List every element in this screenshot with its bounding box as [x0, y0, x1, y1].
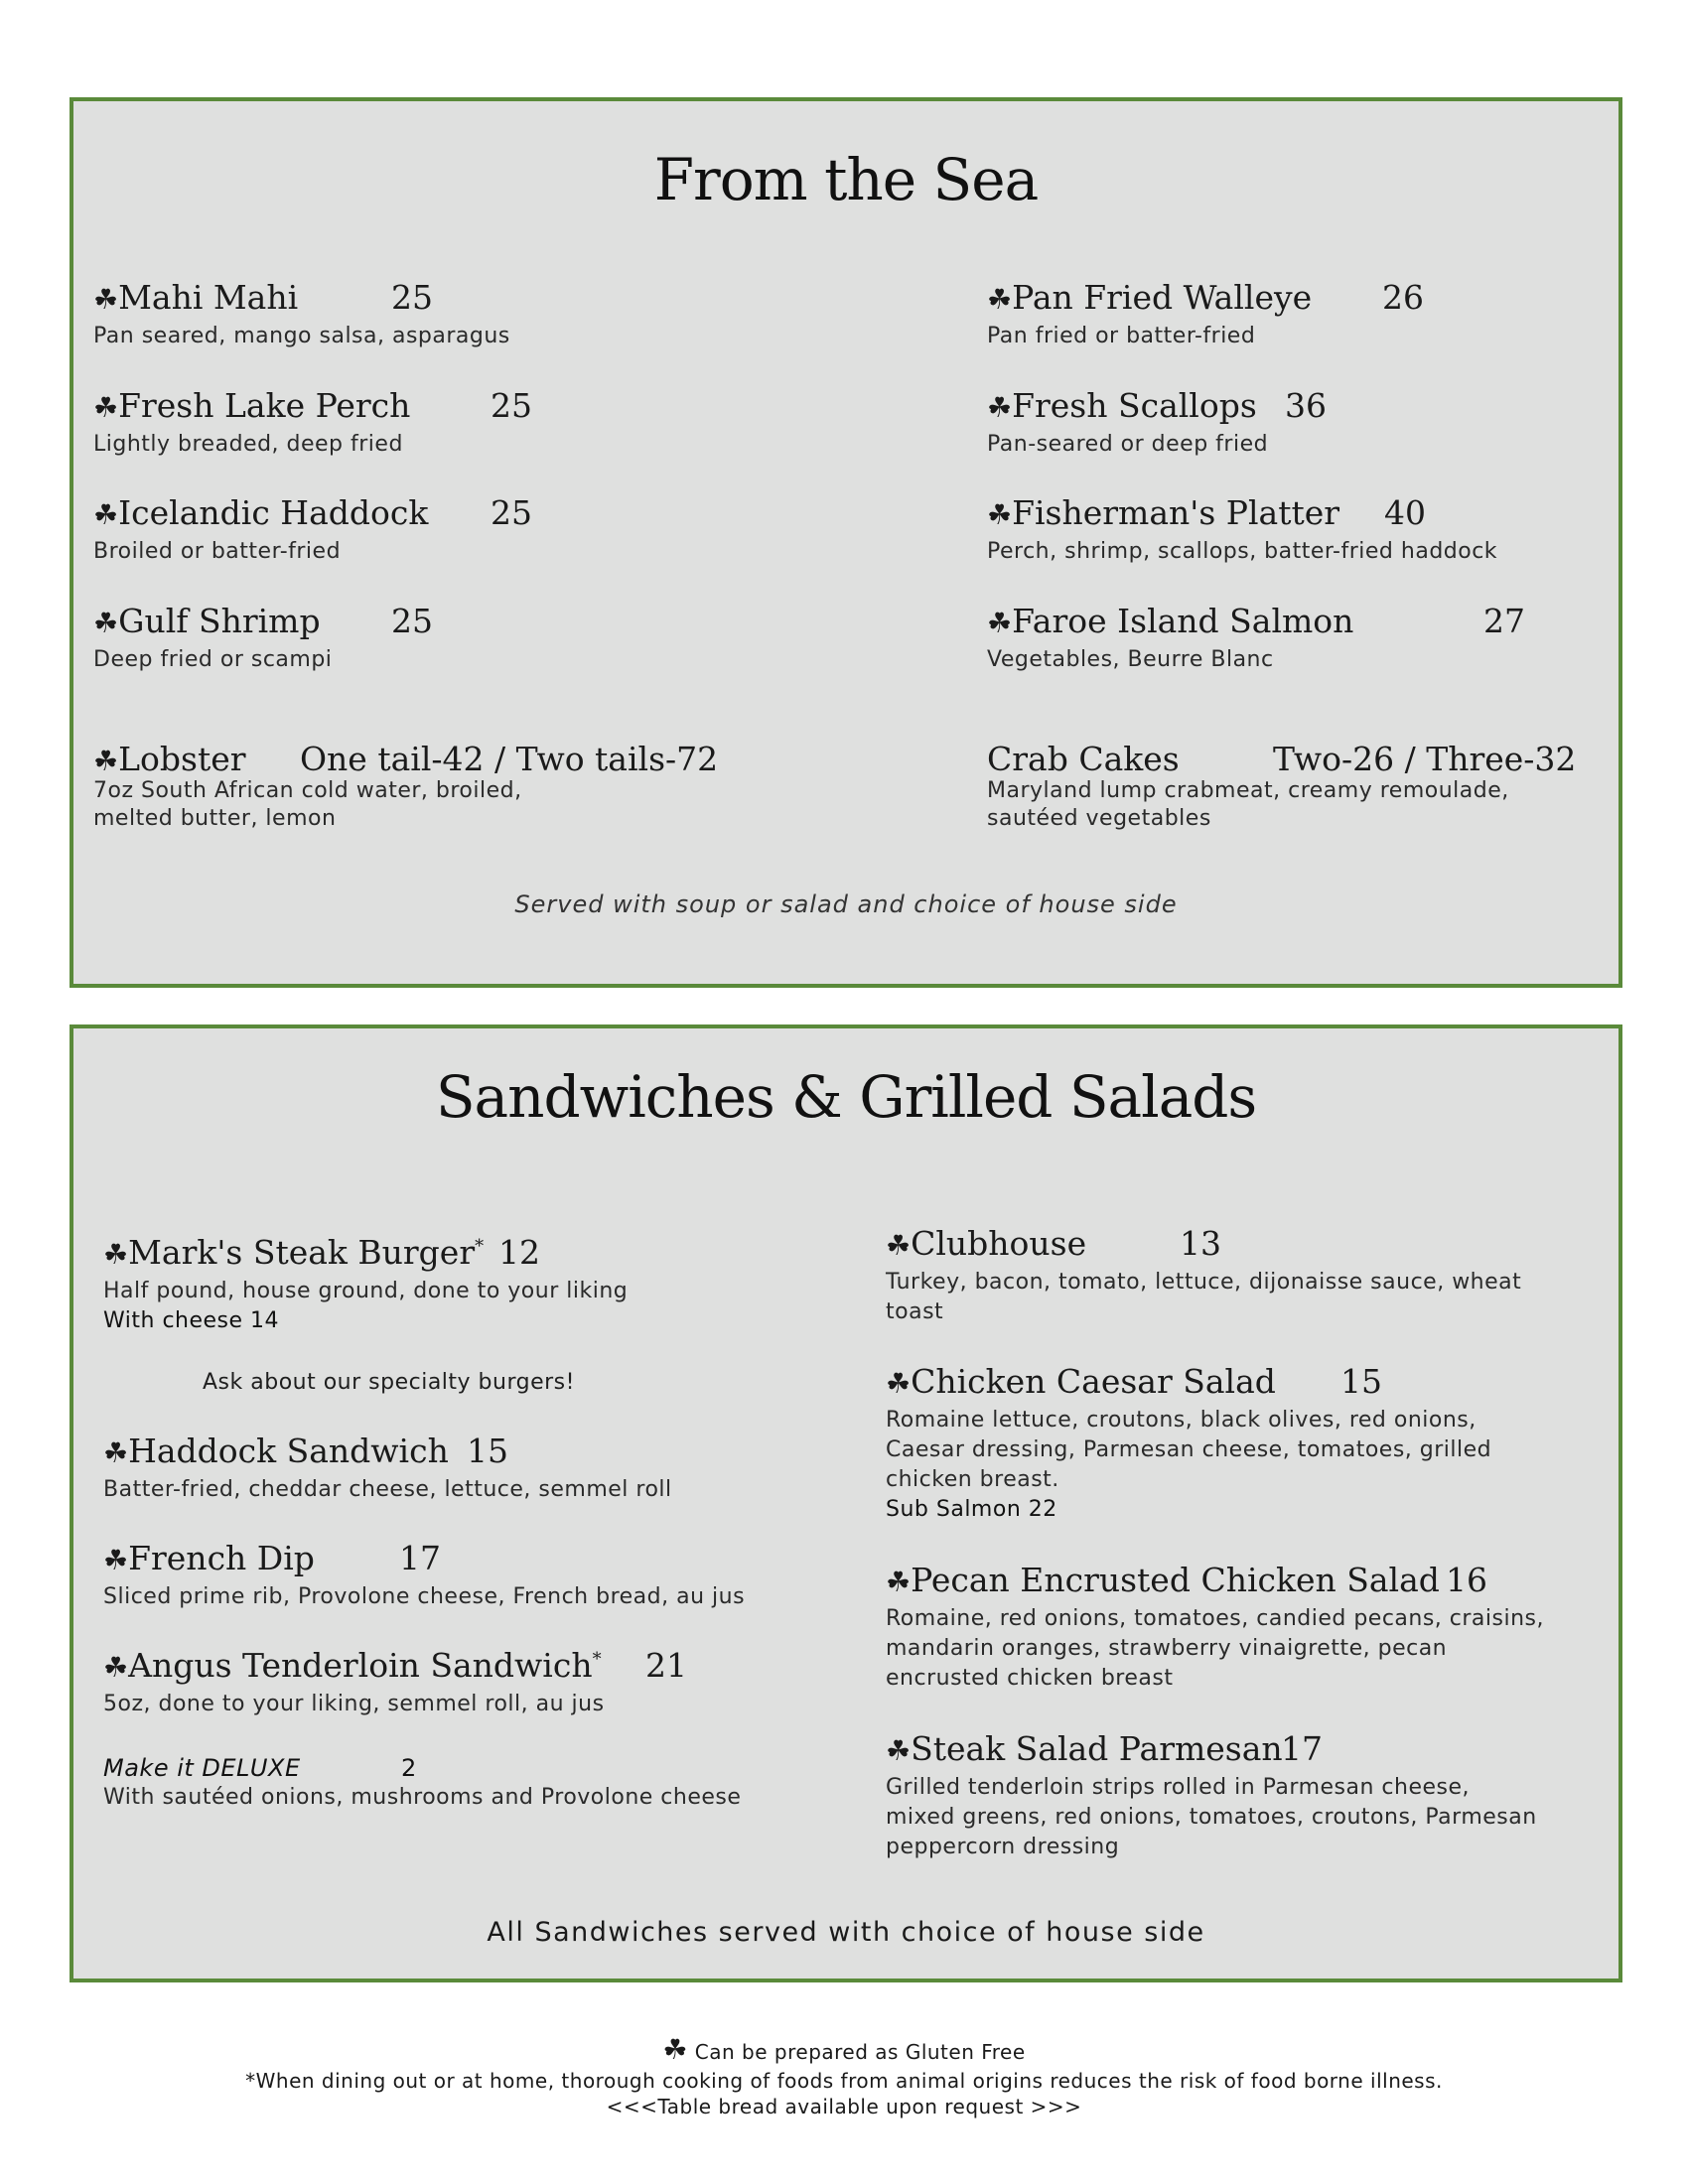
item-name: Fisherman's Platter	[1012, 493, 1340, 532]
item-price: 15	[467, 1432, 508, 1470]
gluten-free-text: Can be prepared as Gluten Free	[694, 2040, 1026, 2064]
item-price: One tail-42 / Two tails-72	[300, 740, 719, 778]
deluxe-label: Make it DELUXE	[103, 1754, 301, 1782]
item-extra: With cheese 14	[103, 1308, 280, 1333]
item-description-line3: chicken breast.	[886, 1467, 1059, 1492]
item-description: Turkey, bacon, tomato, lettuce, dijonaisse sauce, wheat	[886, 1270, 1522, 1295]
gluten-free-legend	[0, 2033, 1688, 2066]
item-description: Sliced prime rib, Provolone cheese, French bread, au jus	[103, 1584, 746, 1609]
clover-icon: ☘	[987, 283, 1013, 316]
item-price: 27	[1483, 602, 1525, 640]
item-description-line2: toast	[886, 1299, 944, 1324]
item-description-line2: Caesar dressing, Parmesan cheese, tomatoes, grilled	[886, 1437, 1492, 1462]
menu-item-fishermans-platter	[987, 493, 1583, 567]
menu-item-french-dip	[103, 1539, 745, 1612]
menu-item-marks-steak-burger	[103, 1233, 739, 1336]
section-title-sandwiches: Sandwiches & Grilled Salads	[435, 1063, 1257, 1131]
item-description-line2: mandarin oranges, strawberry vinaigrette, pecan	[886, 1636, 1448, 1661]
item-description: 7oz South African cold water, broiled,	[93, 778, 522, 803]
menu-item-clubhouse	[886, 1224, 1581, 1327]
item-extra: Sub Salmon 22	[886, 1497, 1057, 1522]
item-description: Lightly breaded, deep fried	[93, 432, 403, 457]
item-description: Vegetables, Beurre Blanc	[987, 647, 1274, 672]
sea-served-with-note: Served with soup or salad and choice of house side	[514, 890, 1178, 918]
food-safety-warning: *When dining out or at home, thorough cooking of foods from animal origins reduces the risk of food borne illness.	[245, 2069, 1443, 2093]
item-price: 26	[1382, 278, 1424, 317]
clover-icon: ☘	[886, 1229, 912, 1262]
item-description-line3: peppercorn dressing	[886, 1835, 1120, 1859]
deluxe-price: 2	[401, 1754, 417, 1782]
item-description: Half pound, house ground, done to your liking	[103, 1279, 629, 1303]
item-description: Perch, shrimp, scallops, batter-fried haddock	[987, 539, 1498, 564]
item-name: Icelandic Haddock	[118, 493, 429, 532]
clover-icon: ☘	[93, 607, 119, 639]
item-description: Romaine lettuce, croutons, black olives, red onions,	[886, 1408, 1477, 1433]
item-description-line2: mixed greens, red onions, tomatoes, croutons, Parmesan	[886, 1805, 1537, 1830]
item-price: 25	[391, 602, 433, 640]
item-description: Deep fried or scampi	[93, 647, 333, 672]
menu-item-lobster	[93, 740, 788, 833]
menu-item-mahi-mahi	[93, 278, 689, 351]
item-price: 25	[491, 386, 532, 425]
item-name: Clubhouse	[911, 1224, 1087, 1263]
clover-icon: ☘	[93, 745, 119, 777]
item-description-line3: encrusted chicken breast	[886, 1666, 1174, 1691]
item-name: Pan Fried Walleye	[1012, 278, 1313, 317]
clover-icon: ☘	[886, 1734, 912, 1767]
item-name: French Dip	[128, 1539, 315, 1577]
item-price: 15	[1340, 1362, 1382, 1401]
clover-icon: ☘	[103, 1238, 129, 1271]
item-name: Fresh Scallops	[1012, 386, 1257, 425]
menu-item-gulf-shrimp	[93, 602, 689, 675]
item-name: Gulf Shrimp	[118, 602, 321, 640]
clover-icon: ☘	[103, 1651, 129, 1684]
item-name: Faroe Island Salmon	[1012, 602, 1354, 640]
menu-item-haddock-sandwich	[103, 1432, 739, 1505]
clover-icon: ☘	[103, 1544, 129, 1576]
menu-item-pecan-encrusted-chicken-salad	[886, 1561, 1581, 1694]
clover-icon: ☘	[93, 498, 119, 531]
clover-icon: ☘	[987, 607, 1013, 639]
item-description-line2: sautéed vegetables	[987, 806, 1211, 831]
item-description: Maryland lump crabmeat, creamy remoulade,	[987, 778, 1509, 803]
item-price: 12	[498, 1233, 540, 1272]
clover-icon: ☘	[886, 1566, 912, 1598]
item-name: Haddock Sandwich	[128, 1432, 449, 1470]
item-price: Two-26 / Three-32	[1273, 740, 1577, 778]
item-price: 25	[491, 493, 532, 532]
clover-icon: ☘	[987, 391, 1013, 424]
item-description: Romaine, red onions, tomatoes, candied pecans, craisins,	[886, 1606, 1545, 1631]
item-name: Chicken Caesar Salad	[911, 1362, 1276, 1401]
item-price: 17	[399, 1539, 441, 1577]
asterisk-mark: *	[592, 1649, 602, 1670]
item-description: 5oz, done to your liking, semmel roll, au jus	[103, 1692, 605, 1716]
menu-item-icelandic-haddock	[93, 493, 689, 567]
item-name: Fresh Lake Perch	[118, 386, 411, 425]
item-price: 13	[1180, 1224, 1221, 1263]
item-description: Batter-fried, cheddar cheese, lettuce, semmel roll	[103, 1477, 672, 1502]
item-price: 16	[1446, 1561, 1487, 1599]
menu-item-steak-salad-parmesan	[886, 1729, 1581, 1862]
menu-item-fresh-lake-perch	[93, 386, 689, 460]
item-name: Pecan Encrusted Chicken Salad	[911, 1561, 1440, 1599]
item-name: Mark's Steak Burger	[128, 1233, 476, 1272]
specialty-burgers-note: Ask about our specialty burgers!	[203, 1370, 575, 1395]
item-name: Steak Salad Parmesan	[911, 1729, 1283, 1768]
clover-icon: ☘	[662, 2033, 688, 2066]
item-price: 17	[1281, 1729, 1323, 1768]
from-the-sea-panel	[70, 97, 1622, 988]
clover-icon: ☘	[93, 391, 119, 424]
menu-item-angus-tenderloin-sandwich	[103, 1646, 739, 1719]
clover-icon: ☘	[987, 498, 1013, 531]
section-title-sea: From the Sea	[653, 146, 1039, 213]
item-price: 25	[391, 278, 433, 317]
asterisk-mark: *	[475, 1236, 485, 1257]
menu-item-chicken-caesar-salad	[886, 1362, 1581, 1525]
deluxe-description: With sautéed onions, mushrooms and Provolone cheese	[103, 1785, 742, 1810]
sandwiches-grilled-salads-panel	[70, 1024, 1622, 1982]
menu-item-pan-fried-walleye	[987, 278, 1583, 351]
item-description: Pan fried or batter-fried	[987, 324, 1256, 348]
item-description: Grilled tenderloin strips rolled in Parmesan cheese,	[886, 1775, 1471, 1800]
item-description-line2: melted butter, lemon	[93, 806, 337, 831]
menu-item-faroe-island-salmon	[987, 602, 1583, 675]
item-description: Pan-seared or deep fried	[987, 432, 1269, 457]
item-name: Mahi Mahi	[118, 278, 299, 317]
table-bread-note: <<<Table bread available upon request >>>	[606, 2095, 1082, 2118]
item-description: Pan seared, mango salsa, asparagus	[93, 324, 510, 348]
sandwiches-served-with-note: All Sandwiches served with choice of house side	[487, 1917, 1205, 1948]
item-name: Lobster	[118, 740, 246, 778]
item-description: Broiled or batter-fried	[93, 539, 342, 564]
deluxe-option	[103, 1753, 741, 1813]
item-name: Crab Cakes	[987, 740, 1180, 778]
menu-item-fresh-scallops	[987, 386, 1583, 460]
clover-icon: ☘	[103, 1436, 129, 1469]
clover-icon: ☘	[886, 1367, 912, 1400]
item-price: 40	[1384, 493, 1426, 532]
clover-icon: ☘	[93, 283, 119, 316]
item-name: Angus Tenderloin Sandwich	[128, 1646, 593, 1685]
menu-item-crab-cakes	[987, 740, 1583, 833]
item-price: 21	[645, 1646, 687, 1685]
item-price: 36	[1285, 386, 1327, 425]
